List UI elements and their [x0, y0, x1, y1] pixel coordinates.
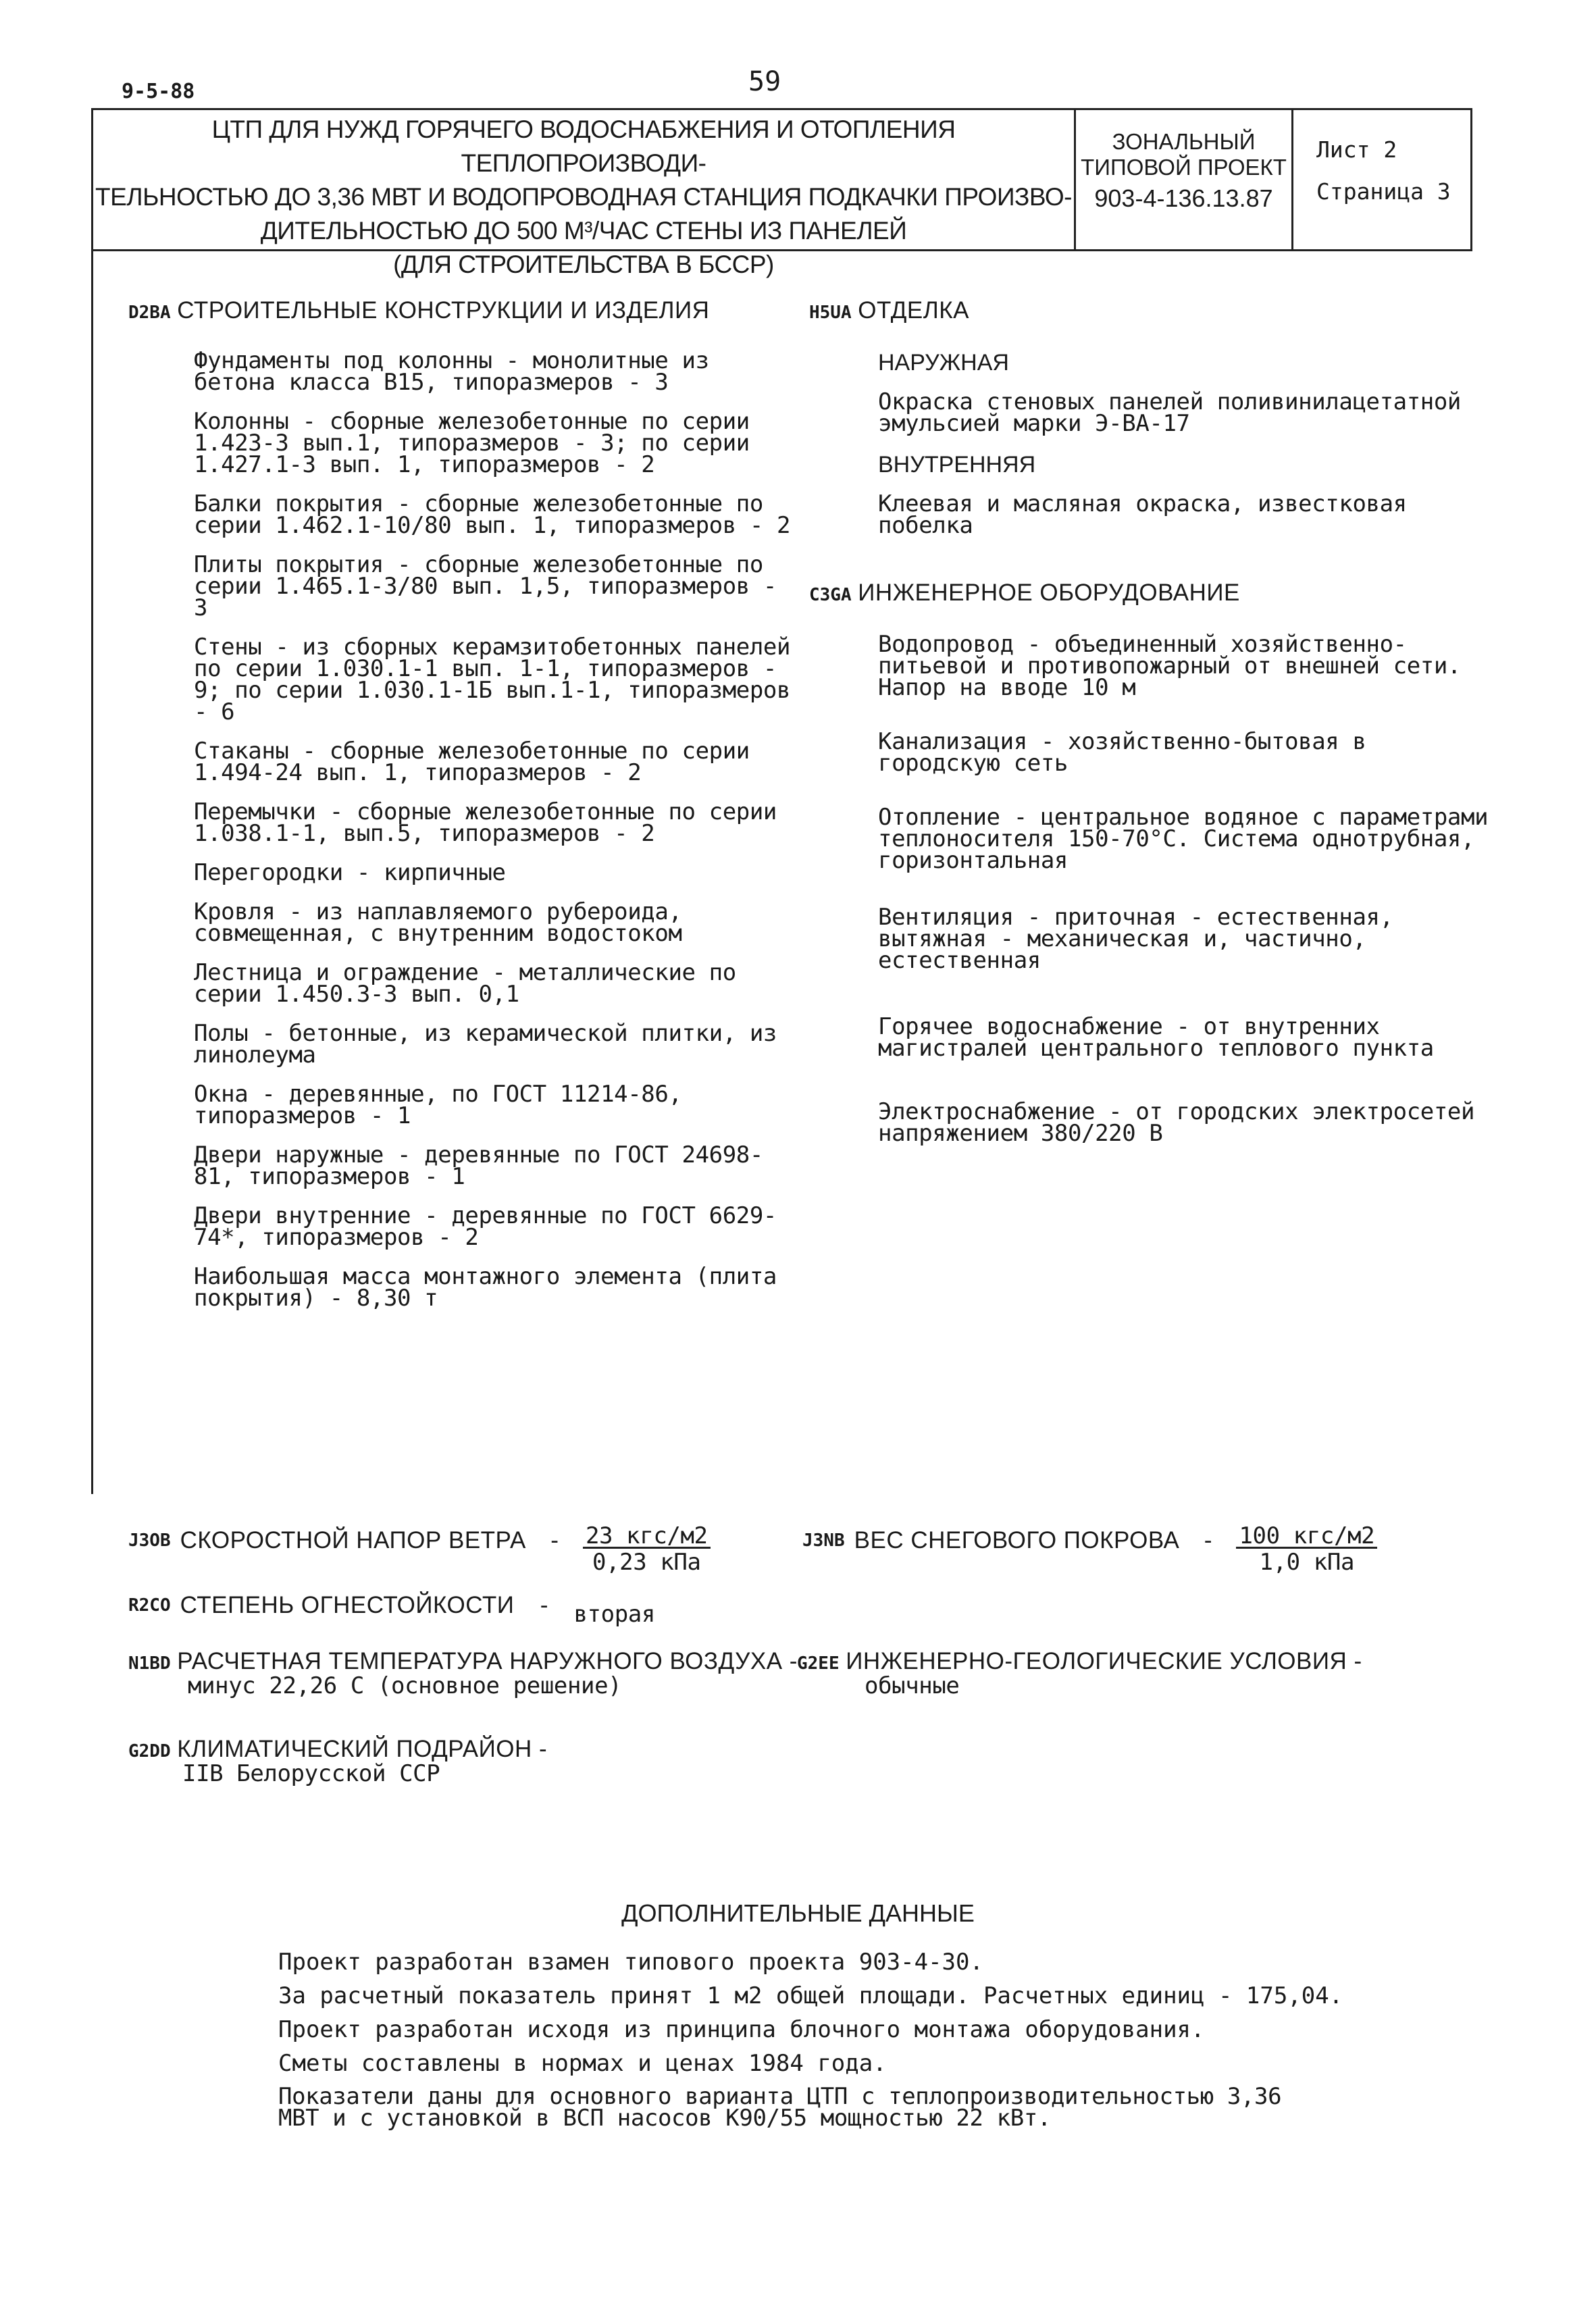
section-code: H5UA	[809, 303, 852, 323]
fire-dash: -	[537, 1592, 551, 1619]
climate-code: G2DD	[128, 1741, 171, 1762]
list-item: Водопровод - объединенный хозяйственно-питьевой и противопожарный от внешней сети. Напор на вводе 10 м	[878, 631, 1461, 701]
geology-block	[797, 1648, 1472, 1697]
list-item: Стены - из сборных керамзитобетонных панелей по серии 1.030.1-1 вып. 1-1, типоразмеров - 9; по серии 1.030.1-1Б вып.1-1, типоразмеров - 6	[194, 634, 791, 725]
list-item: Двери наружные - деревянные по ГОСТ 24698-81, типоразмеров - 1	[194, 1141, 763, 1190]
zonal-label: ЗОНАЛЬНЫЙ	[1112, 129, 1256, 154]
list-item: Фундаменты под колонны - монолитные из бетона класса В15, типоразмеров - 3	[194, 347, 709, 396]
page-label: Страница 3	[1316, 178, 1451, 205]
project-code: 903-4-136.13.87	[1094, 184, 1273, 212]
list-item: Стаканы - сборные железобетонные по серии 1.494-24 вып. 1, типоразмеров - 2	[194, 738, 750, 786]
frame-left-rule	[91, 251, 93, 1494]
title-line: ТЕЛЬНОСТЬЮ ДО 3,36 МВТ И ВОДОПРОВОДНАЯ СТАНЦИЯ ПОДКАЧКИ ПРОИЗВО-	[95, 183, 1072, 211]
equipment-section-header	[809, 580, 1499, 607]
construction-list	[194, 347, 802, 1312]
title-line: ЦТП ДЛЯ НУЖД ГОРЯЧЕГО ВОДОСНАБЖЕНИЯ И ОТОПЛЕНИЯ ТЕПЛОПРОИЗВОДИ-	[211, 115, 956, 177]
sheet-number: Лист 2	[1316, 136, 1397, 163]
climate-block	[128, 1736, 736, 1787]
fire-value: вторая	[573, 1601, 655, 1628]
list-item: Окна - деревянные, по ГОСТ 11214-86, типоразмеров - 1	[194, 1081, 682, 1129]
list-item: Отопление - центральное водяное с параметрами теплоносителя 150-70°С. Система однотрубная, горизонтальная	[878, 804, 1489, 874]
fire-label: СТЕПЕНЬ ОГНЕСТОЙКОСТИ	[180, 1592, 515, 1618]
title-line: ДИТЕЛЬНОСТЬЮ ДО 500 М³/ЧАС СТЕНЫ ИЗ ПАНЕЛЕЙ	[260, 217, 907, 245]
interior-text: Клеевая и масляная окраска, известковая побелка	[878, 490, 1407, 539]
interior-label: ВНУТРЕННЯЯ	[878, 452, 1036, 478]
section-heading: ИНЖЕНЕРНОЕ ОБОРУДОВАНИЕ	[858, 580, 1240, 606]
wind-code: J3OB	[128, 1530, 171, 1551]
snow-row	[802, 1508, 1377, 1576]
climate-value: IIВ Белорусской ССР	[182, 1760, 440, 1787]
additional-data-line: Сметы составлены в нормах и ценах 1984 года.	[278, 2050, 887, 2077]
geology-label: ИНЖЕНЕРНО-ГЕОЛОГИЧЕСКИЕ УСЛОВИЯ -	[846, 1648, 1362, 1674]
sheet-cell	[1293, 110, 1472, 249]
wind-value-kpa: 0,23 кПа	[592, 1549, 701, 1576]
additional-data-line: Проект разработан исходя из принципа блочного монтажа оборудования.	[278, 2016, 1205, 2043]
additional-data-title: ДОПОЛНИТЕЛЬНЫЕ ДАННЫЕ	[621, 1899, 975, 1927]
right-column	[809, 350, 1499, 1147]
section-code: C3GA	[809, 585, 852, 605]
snow-label: ВЕС СНЕГОВОГО ПОКРОВА	[854, 1526, 1180, 1553]
list-item: Вентиляция - приточная - естественная, вытяжная - механическая и, частично, естественная	[878, 904, 1393, 974]
finish-section-header	[809, 297, 969, 324]
document-code: 9-5-88	[122, 80, 195, 103]
geology-value: обычные	[865, 1672, 960, 1699]
list-item: Наибольшая масса монтажного элемента (плита покрытия) - 8,30 т	[194, 1263, 777, 1312]
fire-code: R2CO	[128, 1595, 171, 1616]
list-item: Плиты покрытия - сборные железобетонные по серии 1.465.1-3/80 вып. 1,5, типоразмеров - 3	[194, 551, 777, 621]
list-item: Перемычки - сборные железобетонные по серии 1.038.1-1, вып.5, типоразмеров - 2	[194, 798, 777, 847]
additional-data-line: Показатели даны для основного варианта ЦТП с теплопроизводительностью 3,36 МВТ и с установкой в ВСП насосов К90/55 мощностью 22 кВт.	[278, 2083, 1282, 2132]
page-number: 59	[748, 66, 781, 97]
construction-section-header	[128, 297, 709, 324]
list-item: Кровля - из наплавляемого рубероида, совмещенная, с внутренним водостоком	[194, 898, 682, 947]
list-item: Лестница и ограждение - металлические по серии 1.450.3-3 вып. 0,1	[194, 959, 736, 1008]
snow-code: J3NB	[802, 1530, 845, 1551]
additional-data-line: Проект разработан взамен типового проекта 903-4-30.	[278, 1949, 983, 1976]
snow-value-kpa: 1,0 кПа	[1259, 1549, 1355, 1576]
list-item: Электроснабжение - от городских электросетей напряжением 380/220 В	[878, 1098, 1475, 1147]
exterior-label: НАРУЖНАЯ	[878, 350, 1009, 376]
climate-label: КЛИМАТИЧЕСКИЙ ПОДРАЙОН -	[177, 1736, 548, 1762]
list-item: Балки покрытия - сборные железобетонные по серии 1.462.1-10/80 вып. 1, типоразмеров - 2	[194, 490, 791, 539]
temperature-label: РАСЧЕТНАЯ ТЕМПЕРАТУРА НАРУЖНОГО ВОЗДУХА -	[177, 1648, 798, 1674]
temperature-code: N1BD	[128, 1653, 171, 1674]
title-main	[93, 110, 1076, 278]
wind-dash: -	[547, 1526, 561, 1554]
list-item: Горячее водоснабжение - от внутренних магистралей центрального теплового пункта	[878, 1013, 1434, 1062]
wind-value-kgs: 23 кгс/м2	[583, 1525, 711, 1549]
list-item: Полы - бетонные, из керамической плитки, из линолеума	[194, 1020, 777, 1069]
exterior-text: Окраска стеновых панелей поливинилацетатной эмульсией марки Э-ВА-17	[878, 388, 1461, 437]
temperature-block	[128, 1648, 804, 1697]
list-item: Двери внутренние - деревянные по ГОСТ 6629-74*, типоразмеров - 2	[194, 1202, 777, 1251]
snow-dash: -	[1201, 1526, 1215, 1554]
fire-row	[128, 1586, 655, 1628]
wind-label: СКОРОСТНОЙ НАПОР ВЕТРА	[180, 1526, 526, 1553]
typical-project-label: ТИПОВОЙ ПРОЕКТ	[1081, 155, 1287, 180]
list-item: Канализация - хозяйственно-бытовая в городскую сеть	[878, 728, 1366, 777]
wind-value	[583, 1522, 711, 1576]
additional-data-line: За расчетный показатель принят 1 м2 общей площади. Расчетных единиц - 175,04.	[278, 1982, 1343, 2009]
section-heading: СТРОИТЕЛЬНЫЕ КОНСТРУКЦИИ И ИЗДЕЛИЯ	[177, 297, 710, 324]
zonal-project-cell	[1076, 110, 1293, 249]
list-item: Перегородки - кирпичные	[194, 859, 506, 886]
section-heading: ОТДЕЛКА	[858, 297, 969, 324]
snow-value-kgs: 100 кгс/м2	[1236, 1525, 1377, 1549]
list-item: Колонны - сборные железобетонные по серии 1.423-3 вып.1, типоразмеров - 3; по серии 1.427.1-3 вып. 1, типоразмеров - 2	[194, 408, 750, 478]
section-code: D2BA	[128, 303, 171, 323]
title-line: (ДЛЯ СТРОИТЕЛЬСТВА В БССР)	[393, 251, 774, 278]
additional-data-list	[278, 1945, 1494, 2132]
title-block	[91, 108, 1472, 278]
snow-value	[1236, 1522, 1377, 1576]
wind-row	[128, 1508, 711, 1576]
geology-code: G2EE	[797, 1653, 840, 1674]
temperature-value: минус 22,26 С (основное решение)	[188, 1672, 622, 1699]
